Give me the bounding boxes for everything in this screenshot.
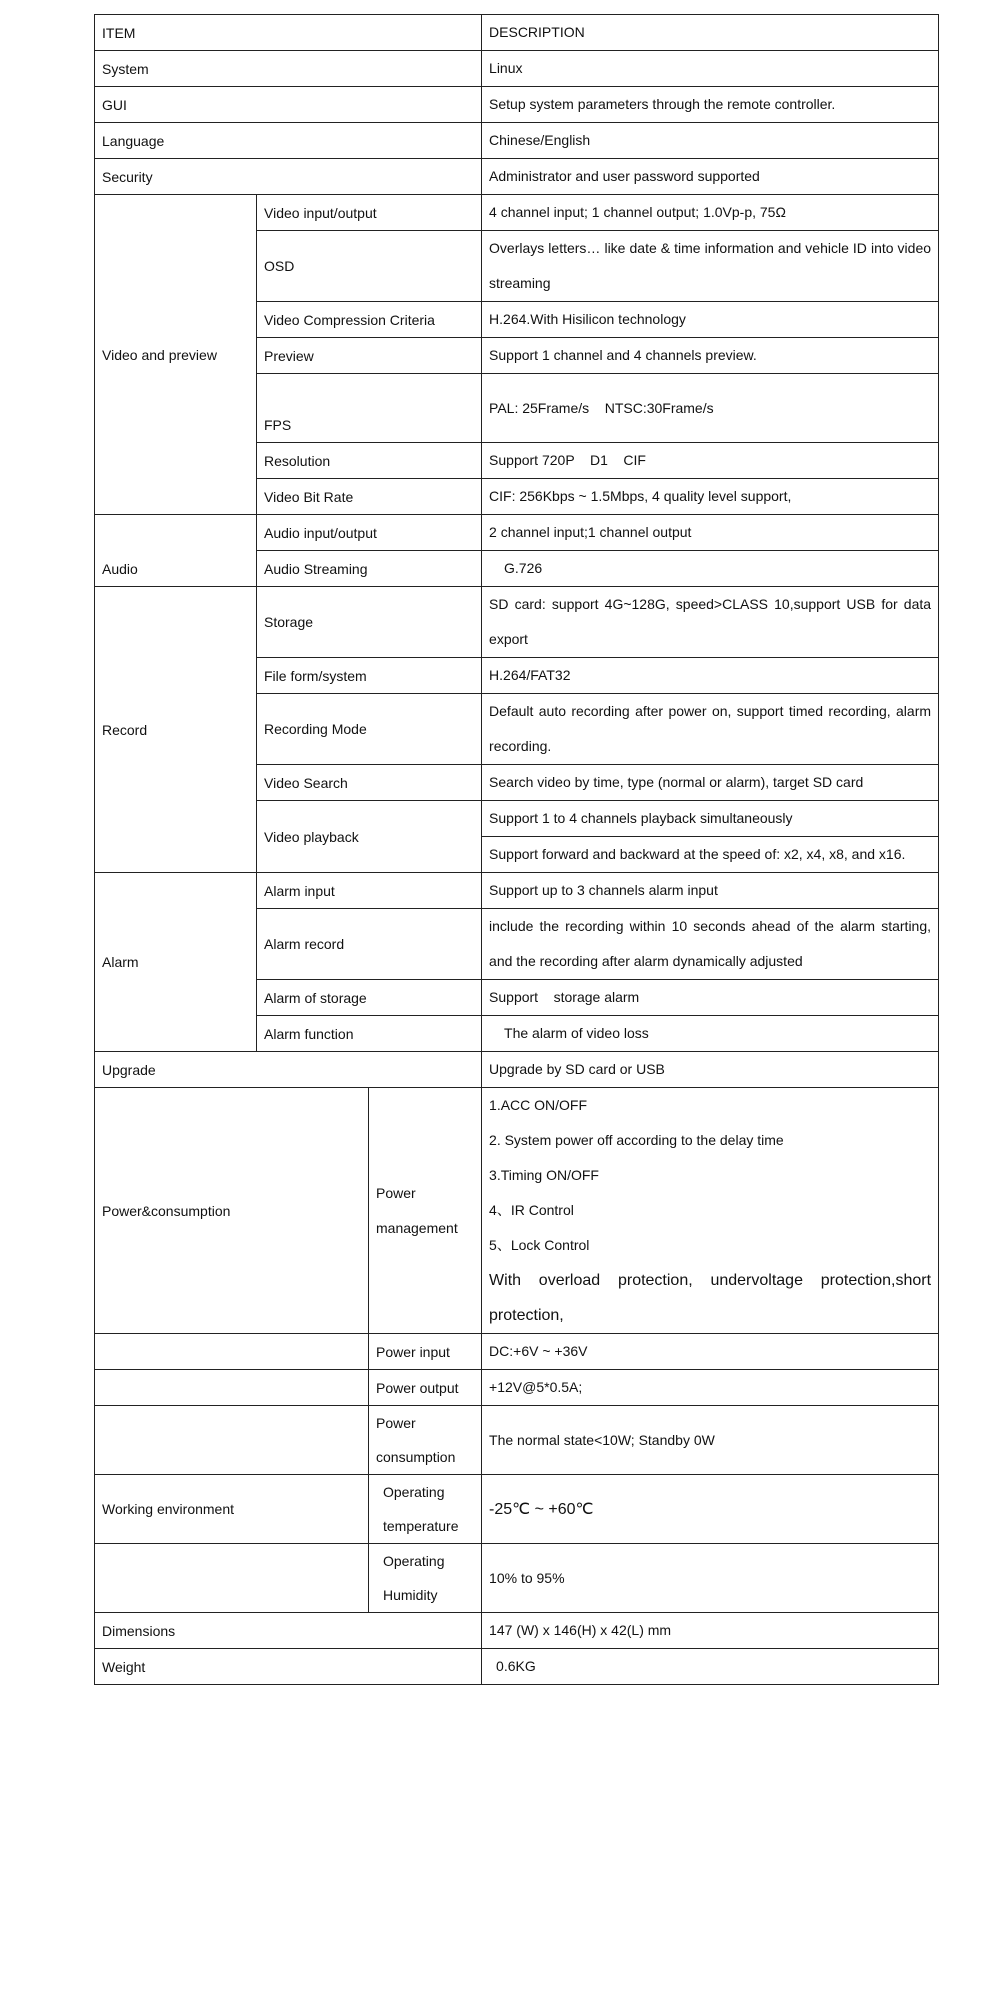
group-label-video: Video and preview bbox=[95, 195, 257, 515]
table-row bbox=[95, 1475, 939, 1544]
row-description: Support 1 to 4 channels playback simultaneously bbox=[482, 801, 939, 837]
group-label-environment: Working environment bbox=[95, 1475, 369, 1544]
group-label-audio: Audio bbox=[95, 515, 257, 587]
empty-cell bbox=[95, 1544, 369, 1613]
row-description: Upgrade by SD card or USB bbox=[482, 1052, 939, 1088]
row-item: Power input bbox=[369, 1334, 482, 1370]
row-description: 2 channel input;1 channel output bbox=[482, 515, 939, 551]
power-management-line: 4、IR Control bbox=[489, 1202, 574, 1218]
row-description: Overlays letters… like date & time information and vehicle ID into video streaming bbox=[482, 231, 939, 302]
row-description: SD card: support 4G~128G, speed>CLASS 10,support USB for data export bbox=[482, 587, 939, 658]
row-item: Audio Streaming bbox=[257, 551, 482, 587]
table-row bbox=[95, 1052, 939, 1088]
row-item: Preview bbox=[257, 338, 482, 374]
power-management-description bbox=[482, 1088, 939, 1334]
row-item: Video Bit Rate bbox=[257, 479, 482, 515]
row-item: Dimensions bbox=[95, 1613, 482, 1649]
table-row bbox=[95, 515, 939, 551]
power-protection-line: With overload protection, undervoltage protection,short protection, bbox=[489, 1272, 932, 1324]
row-description: -25℃ ~ +60℃ bbox=[482, 1475, 939, 1544]
row-description: Support 1 channel and 4 channels preview. bbox=[482, 338, 939, 374]
row-item: Upgrade bbox=[95, 1052, 482, 1088]
row-description: The alarm of video loss bbox=[482, 1016, 939, 1052]
row-description: The normal state<10W; Standby 0W bbox=[482, 1406, 939, 1475]
row-item: Alarm input bbox=[257, 873, 482, 909]
table-row bbox=[95, 1649, 939, 1685]
power-management-label: Power management bbox=[369, 1088, 482, 1334]
table-row bbox=[95, 159, 939, 195]
row-item: Video Search bbox=[257, 765, 482, 801]
row-item: Alarm of storage bbox=[257, 980, 482, 1016]
row-description: Support forward and backward at the speed of: x2, x4, x8, and x16. bbox=[482, 837, 939, 873]
spec-table bbox=[94, 14, 939, 1685]
row-description: DC:+6V ~ +36V bbox=[482, 1334, 939, 1370]
power-management-line: 3.Timing ON/OFF bbox=[489, 1167, 599, 1183]
row-description: H.264.With Hisilicon technology bbox=[482, 302, 939, 338]
table-row bbox=[95, 87, 939, 123]
row-item: File form/system bbox=[257, 658, 482, 694]
empty-cell bbox=[95, 1370, 369, 1406]
row-description: Chinese/English bbox=[482, 123, 939, 159]
row-item: Video playback bbox=[257, 801, 482, 873]
row-item: Security bbox=[95, 159, 482, 195]
row-item: Operating Humidity bbox=[369, 1544, 482, 1613]
row-description: 10% to 95% bbox=[482, 1544, 939, 1613]
table-row bbox=[95, 123, 939, 159]
row-description: H.264/FAT32 bbox=[482, 658, 939, 694]
header-item: ITEM bbox=[95, 15, 482, 51]
row-item: Alarm record bbox=[257, 909, 482, 980]
table-row bbox=[95, 1406, 939, 1475]
row-description: include the recording within 10 seconds ahead of the alarm starting, and the recording after alarm dynamically adjusted bbox=[482, 909, 939, 980]
row-description: 0.6KG bbox=[482, 1649, 939, 1685]
power-management-line: 2. System power off according to the delay time bbox=[489, 1132, 784, 1148]
row-description: Support 720P D1 CIF bbox=[482, 443, 939, 479]
row-item: Video Compression Criteria bbox=[257, 302, 482, 338]
row-description: +12V@5*0.5A; bbox=[482, 1370, 939, 1406]
row-description: G.726 bbox=[482, 551, 939, 587]
table-row bbox=[95, 51, 939, 87]
row-item: Power consumption bbox=[369, 1406, 482, 1475]
table-row bbox=[95, 1544, 939, 1613]
row-item: Operating temperature bbox=[369, 1475, 482, 1544]
row-item: Storage bbox=[257, 587, 482, 658]
row-description: Administrator and user password supported bbox=[482, 159, 939, 195]
empty-cell bbox=[95, 1406, 369, 1475]
row-description: 147 (W) x 146(H) x 42(L) mm bbox=[482, 1613, 939, 1649]
table-header-row bbox=[95, 15, 939, 51]
header-description: DESCRIPTION bbox=[482, 15, 939, 51]
group-label-alarm: Alarm bbox=[95, 873, 257, 1052]
row-description: Linux bbox=[482, 51, 939, 87]
row-item: GUI bbox=[95, 87, 482, 123]
group-label-power: Power&consumption bbox=[95, 1088, 369, 1334]
table-row bbox=[95, 1334, 939, 1370]
table-row bbox=[95, 1088, 939, 1334]
row-description: Support storage alarm bbox=[482, 980, 939, 1016]
row-item: FPS bbox=[257, 374, 482, 443]
row-item: Recording Mode bbox=[257, 694, 482, 765]
row-item: Power output bbox=[369, 1370, 482, 1406]
row-item: Language bbox=[95, 123, 482, 159]
row-item: OSD bbox=[257, 231, 482, 302]
empty-cell bbox=[95, 1334, 369, 1370]
power-management-line: 1.ACC ON/OFF bbox=[489, 1097, 588, 1113]
table-row bbox=[95, 873, 939, 909]
row-item: Video input/output bbox=[257, 195, 482, 231]
table-row bbox=[95, 1370, 939, 1406]
row-item: Resolution bbox=[257, 443, 482, 479]
power-management-line: 5、Lock Control bbox=[489, 1237, 590, 1253]
row-description: Support up to 3 channels alarm input bbox=[482, 873, 939, 909]
group-label-record: Record bbox=[95, 587, 257, 873]
row-item: System bbox=[95, 51, 482, 87]
row-description: Search video by time, type (normal or alarm), target SD card bbox=[482, 765, 939, 801]
row-item: Audio input/output bbox=[257, 515, 482, 551]
table-row bbox=[95, 1613, 939, 1649]
row-item: Weight bbox=[95, 1649, 482, 1685]
row-item: Alarm function bbox=[257, 1016, 482, 1052]
table-row bbox=[95, 587, 939, 658]
row-description: 4 channel input; 1 channel output; 1.0Vp-p, 75Ω bbox=[482, 195, 939, 231]
table-row bbox=[95, 195, 939, 231]
row-description: Default auto recording after power on, support timed recording, alarm recording. bbox=[482, 694, 939, 765]
row-description: CIF: 256Kbps ~ 1.5Mbps, 4 quality level support, bbox=[482, 479, 939, 515]
row-description: PAL: 25Frame/s NTSC:30Frame/s bbox=[482, 374, 939, 443]
row-description: Setup system parameters through the remote controller. bbox=[482, 87, 939, 123]
